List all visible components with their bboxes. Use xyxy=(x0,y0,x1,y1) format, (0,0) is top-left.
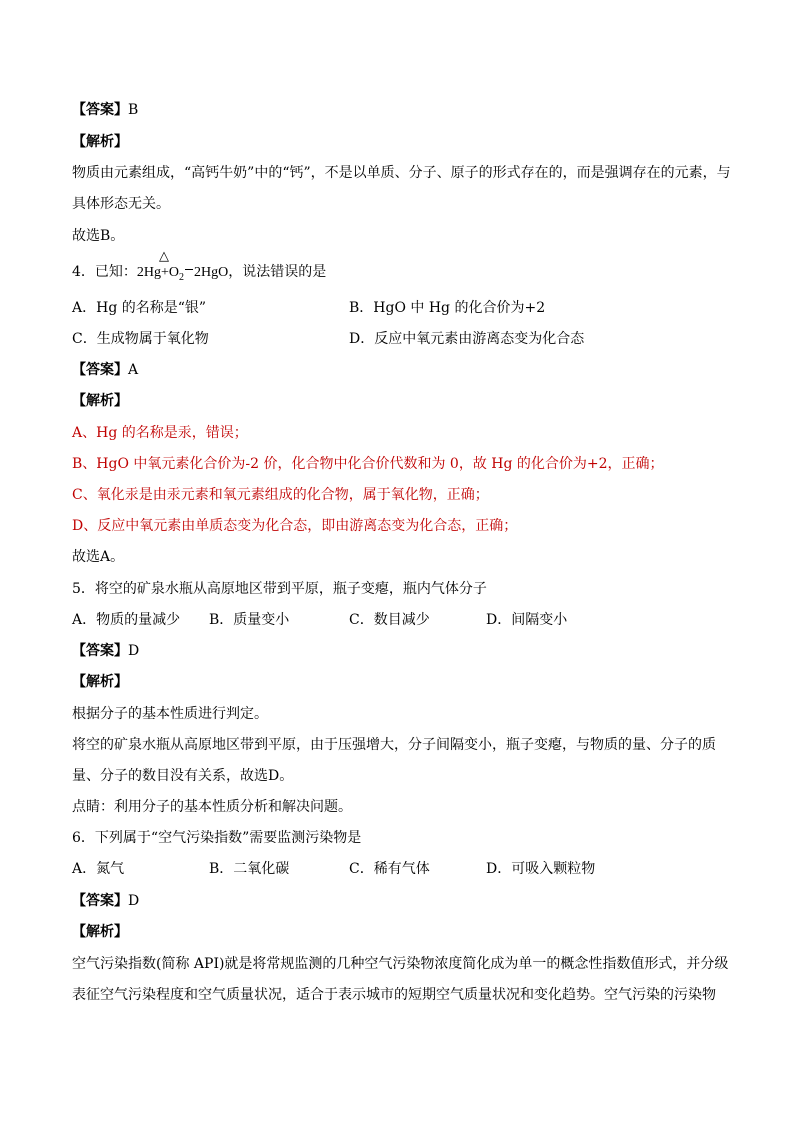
q5-option-b: B．质量变小 xyxy=(209,612,290,628)
q6-analysis-line-2: 表征空气污染程度和空气质量状况，适合于表示城市的短期空气质量状况和变化趋势。空气污染的污染物 xyxy=(72,987,716,1003)
q3-analysis-label: 【解析】 xyxy=(72,134,128,150)
q6-analysis-label: 【解析】 xyxy=(72,924,128,940)
equation-arrow xyxy=(185,269,193,270)
q6-stem: 6．下列属于“空气污染指数”需要监测污染物是 xyxy=(72,830,362,846)
q3-conclusion: 故选B。 xyxy=(72,228,125,244)
q4-option-d: D．反应中氧元素由游离态变为化合态 xyxy=(349,331,585,347)
q3-analysis-line-1: 物质由元素组成，“高钙牛奶”中的“钙”，不是以单质、分子、原子的形式存在的，而是强调存在的元素，与 xyxy=(72,165,731,181)
q4-analysis-c: C、氧化汞是由汞元素和氧元素组成的化合物，属于氧化物，正确； xyxy=(72,487,489,503)
q5-analysis-line-1: 根据分子的基本性质进行判定。 xyxy=(72,706,268,722)
q4-stem-prefix: 4．已知： xyxy=(72,264,137,280)
q3-answer-line xyxy=(72,100,138,120)
q5-option-c: C．数目减少 xyxy=(349,612,430,628)
heating-triangle-symbol: △ xyxy=(159,249,169,264)
q4-analysis-d: D、反应中氧元素由单质态变为化合态，即由游离态变为化合态，正确； xyxy=(72,518,518,534)
answer-label: 【答案】 xyxy=(72,362,128,378)
q4-answer-line xyxy=(72,360,138,380)
q5-answer-line xyxy=(72,641,139,661)
q5-option-a: A．物质的量减少 xyxy=(72,612,181,628)
q6-option-c: C．稀有气体 xyxy=(349,861,430,877)
q5-stem: 5．将空的矿泉水瓶从高原地区带到平原，瓶子变瘪，瓶内气体分子 xyxy=(72,581,487,597)
q4-option-b: B．HgO 中 Hg 的化合价为+2 xyxy=(349,300,546,316)
q4-stem xyxy=(72,262,326,284)
answer-label: 【答案】 xyxy=(72,643,128,659)
q4-option-a: A．Hg 的名称是“银” xyxy=(72,300,207,316)
q4-conclusion: 故选A。 xyxy=(72,549,125,565)
q3-analysis-line-2: 具体形态无关。 xyxy=(72,196,170,212)
q4-analysis-label: 【解析】 xyxy=(72,393,128,409)
q5-analysis-line-3: 量、分子的数目没有关系，故选D。 xyxy=(72,768,294,784)
answer-label: 【答案】 xyxy=(72,893,128,909)
answer-value: A xyxy=(128,362,139,378)
equation-left: 2Hg+O xyxy=(136,265,180,280)
q6-option-a: A．氮气 xyxy=(72,861,125,877)
answer-value: D xyxy=(128,893,140,909)
q4-stem-suffix: ，说法错误的是 xyxy=(228,264,327,280)
q5-option-d: D．间隔变小 xyxy=(486,612,568,628)
answer-label: 【答案】 xyxy=(72,102,128,118)
q6-analysis-line-1: 空气污染指数(简称 API)就是将常规监测的几种空气污染物浓度简化成为单一的概念性指数值形式，并分级 xyxy=(72,956,729,972)
q6-option-d: D．可吸入颗粒物 xyxy=(486,861,596,877)
equation-right: 2HgO xyxy=(194,265,229,280)
q6-option-b: B．二氧化碳 xyxy=(209,861,290,877)
equation-subscript: 2 xyxy=(179,272,185,283)
q5-analysis-label: 【解析】 xyxy=(72,674,128,690)
q4-option-c: C．生成物属于氧化物 xyxy=(72,331,209,347)
q5-analysis-line-2: 将空的矿泉水瓶从高原地区带到平原，由于压强增大，分子间隔变小，瓶子变瘪，与物质的量、分子的质 xyxy=(72,737,716,753)
answer-value: B xyxy=(128,102,139,118)
q5-tip: 点睛：利用分子的基本性质分析和解决问题。 xyxy=(72,799,352,815)
q4-analysis-b: B、HgO 中氧元素化合价为-2 价，化合物中化合价代数和为 0，故 Hg 的化合价为+2，正确； xyxy=(72,456,664,472)
q6-answer-line xyxy=(72,891,139,911)
q4-analysis-a: A、Hg 的名称是汞，错误； xyxy=(72,425,248,441)
answer-value: D xyxy=(128,643,140,659)
